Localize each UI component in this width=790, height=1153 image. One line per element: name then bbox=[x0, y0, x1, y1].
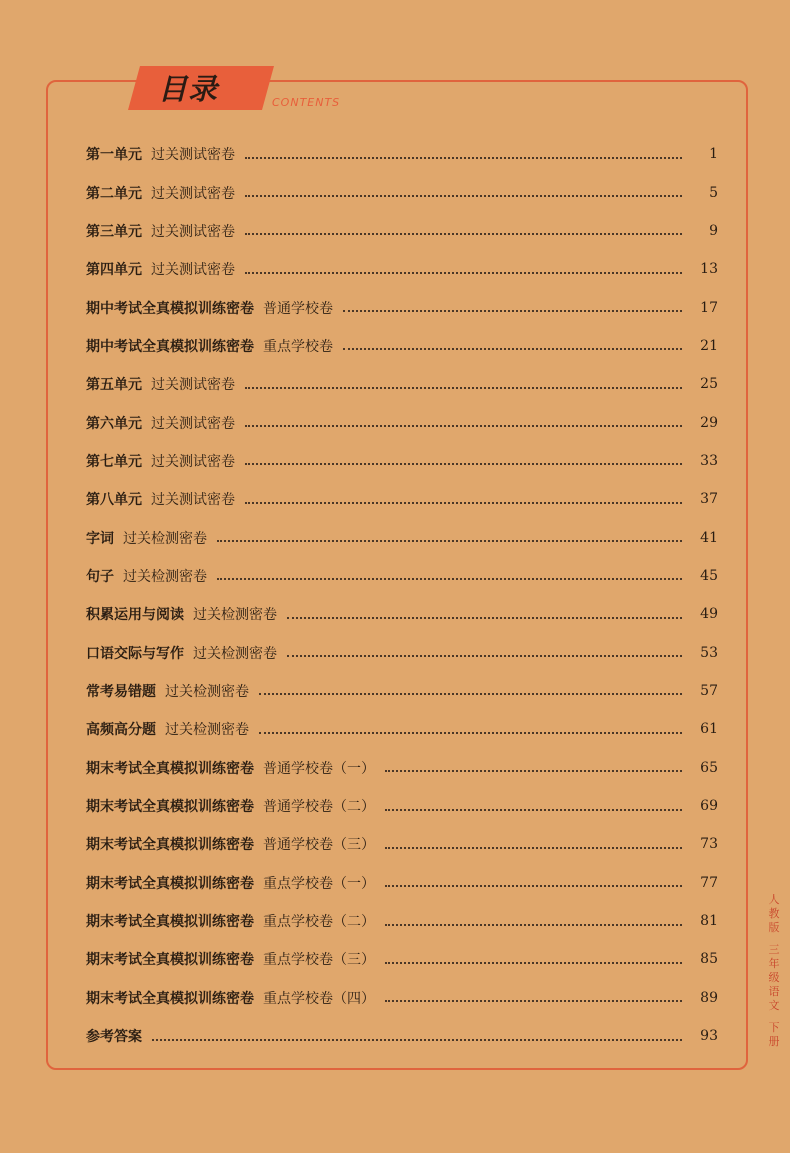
toc-entry-subtitle: 过关测试密卷 bbox=[151, 223, 235, 240]
toc-entry[interactable] bbox=[86, 365, 718, 403]
toc-page-number: 21 bbox=[700, 337, 718, 354]
toc-entry-title: 期末考试全真模拟训练密卷 bbox=[86, 837, 254, 854]
toc-entry-title: 高频高分题 bbox=[86, 722, 156, 739]
dot-leader bbox=[245, 271, 682, 274]
toc-entry-title: 字词 bbox=[86, 530, 114, 547]
toc-page-number: 41 bbox=[700, 529, 718, 546]
toc-entry-title: 第七单元 bbox=[86, 453, 142, 470]
toc-page-number: 81 bbox=[700, 913, 718, 930]
toc-entry-subtitle: 重点学校卷（一） bbox=[263, 875, 375, 892]
toc-page-number: 5 bbox=[709, 184, 718, 201]
toc-entry-title: 期末考试全真模拟训练密卷 bbox=[86, 799, 254, 816]
toc-page-number: 61 bbox=[700, 721, 718, 738]
toc-entry-title: 口语交际与写作 bbox=[86, 645, 184, 662]
toc-entry-title: 期末考试全真模拟训练密卷 bbox=[86, 875, 254, 892]
toc-page-number: 1 bbox=[709, 146, 718, 163]
side-label-volume: 下 册 bbox=[768, 1021, 780, 1048]
dot-leader bbox=[217, 577, 682, 580]
toc-page-number: 33 bbox=[700, 452, 718, 469]
toc-entry-title: 第六单元 bbox=[86, 415, 142, 432]
dot-leader bbox=[245, 194, 682, 197]
toc-entry[interactable] bbox=[86, 825, 718, 863]
toc-entry-subtitle: 过关检测密卷 bbox=[165, 683, 249, 700]
toc-entry[interactable] bbox=[86, 672, 718, 710]
toc-entry[interactable] bbox=[86, 212, 718, 250]
toc-entry-subtitle: 过关测试密卷 bbox=[151, 453, 235, 470]
dot-leader bbox=[259, 692, 682, 695]
toc-entry-subtitle: 重点学校卷 bbox=[263, 338, 333, 355]
side-label-grade: 三 年 级 语 文 bbox=[768, 943, 780, 1012]
toc-entry-subtitle: 过关测试密卷 bbox=[151, 185, 235, 202]
dot-leader bbox=[343, 309, 682, 312]
toc-entry[interactable] bbox=[86, 864, 718, 902]
toc-entry-subtitle: 重点学校卷（三） bbox=[263, 952, 375, 969]
toc-page-number: 89 bbox=[700, 989, 718, 1006]
toc-entry-subtitle: 重点学校卷（四） bbox=[263, 990, 375, 1007]
toc-page-number: 73 bbox=[700, 836, 718, 853]
dot-leader bbox=[385, 999, 682, 1002]
toc-entry-title: 期末考试全真模拟训练密卷 bbox=[86, 914, 254, 931]
toc-page-number: 17 bbox=[700, 299, 718, 316]
toc-entry-subtitle: 过关测试密卷 bbox=[151, 492, 235, 509]
toc-entry-title: 期中考试全真模拟训练密卷 bbox=[86, 300, 254, 317]
dot-leader bbox=[245, 156, 682, 159]
toc-entry-subtitle: 过关检测密卷 bbox=[123, 568, 207, 585]
toc-page-number: 69 bbox=[700, 798, 718, 815]
toc-entry-subtitle: 过关测试密卷 bbox=[151, 377, 235, 394]
toc-entry-subtitle: 过关测试密卷 bbox=[151, 147, 235, 164]
toc-entry[interactable] bbox=[86, 710, 718, 748]
page-subtitle: CONTENTS bbox=[272, 96, 341, 109]
dot-leader bbox=[385, 808, 682, 811]
toc-page-number: 93 bbox=[700, 1028, 718, 1045]
dot-leader bbox=[245, 501, 682, 504]
dot-leader bbox=[385, 923, 682, 926]
toc-page-number: 57 bbox=[700, 682, 718, 699]
toc-page-number: 49 bbox=[700, 606, 718, 623]
toc-entry-title: 参考答案 bbox=[86, 1029, 142, 1046]
toc-entry-title: 第八单元 bbox=[86, 492, 142, 509]
side-label-edition: 人 教 版 bbox=[768, 893, 780, 934]
toc-entry-title: 第五单元 bbox=[86, 377, 142, 394]
toc-entry-title: 常考易错题 bbox=[86, 683, 156, 700]
toc-page-number: 37 bbox=[700, 491, 718, 508]
toc-entry[interactable] bbox=[86, 250, 718, 288]
toc-entry[interactable] bbox=[86, 787, 718, 825]
dot-leader bbox=[152, 1038, 682, 1041]
dot-leader bbox=[385, 769, 682, 772]
toc-entry-title: 第二单元 bbox=[86, 185, 142, 202]
toc-page-number: 29 bbox=[700, 414, 718, 431]
table-of-contents bbox=[86, 135, 718, 1055]
toc-entry-subtitle: 过关检测密卷 bbox=[193, 607, 277, 624]
toc-entry-subtitle: 普通学校卷（二） bbox=[263, 799, 375, 816]
toc-entry-subtitle: 过关测试密卷 bbox=[151, 262, 235, 279]
toc-entry-subtitle: 过关检测密卷 bbox=[165, 722, 249, 739]
dot-leader bbox=[343, 347, 682, 350]
toc-page-number: 85 bbox=[700, 951, 718, 968]
toc-entry[interactable] bbox=[86, 595, 718, 633]
toc-entry[interactable] bbox=[86, 173, 718, 211]
toc-entry-title: 句子 bbox=[86, 568, 114, 585]
dot-leader bbox=[245, 386, 682, 389]
dot-leader bbox=[287, 654, 682, 657]
toc-entry[interactable] bbox=[86, 940, 718, 978]
toc-entry[interactable] bbox=[86, 902, 718, 940]
toc-entry-subtitle: 普通学校卷（三） bbox=[263, 837, 375, 854]
toc-entry[interactable] bbox=[86, 480, 718, 518]
toc-entry[interactable] bbox=[86, 442, 718, 480]
toc-entry-title: 期末考试全真模拟训练密卷 bbox=[86, 990, 254, 1007]
toc-entry[interactable] bbox=[86, 135, 718, 173]
toc-entry[interactable] bbox=[86, 979, 718, 1017]
dot-leader bbox=[259, 731, 682, 734]
toc-page-number: 77 bbox=[700, 874, 718, 891]
toc-entry[interactable] bbox=[86, 633, 718, 671]
toc-entry-subtitle: 普通学校卷 bbox=[263, 300, 333, 317]
toc-entry-title: 第一单元 bbox=[86, 147, 142, 164]
toc-page-number: 65 bbox=[700, 759, 718, 776]
toc-entry-title: 积累运用与阅读 bbox=[86, 607, 184, 624]
dot-leader bbox=[245, 462, 682, 465]
dot-leader bbox=[245, 424, 682, 427]
toc-entry-title: 第四单元 bbox=[86, 262, 142, 279]
dot-leader bbox=[385, 884, 682, 887]
toc-page-number: 13 bbox=[700, 261, 718, 278]
dot-leader bbox=[385, 961, 682, 964]
dot-leader bbox=[287, 616, 682, 619]
dot-leader bbox=[217, 539, 682, 542]
toc-entry[interactable] bbox=[86, 749, 718, 787]
toc-page-number: 53 bbox=[700, 644, 718, 661]
toc-entry[interactable] bbox=[86, 288, 718, 326]
toc-page-number: 45 bbox=[700, 567, 718, 584]
toc-page-number: 9 bbox=[709, 222, 718, 239]
toc-entry-title: 期末考试全真模拟训练密卷 bbox=[86, 952, 254, 969]
toc-entry[interactable] bbox=[86, 1017, 718, 1055]
toc-page-number: 25 bbox=[700, 376, 718, 393]
toc-entry[interactable] bbox=[86, 327, 718, 365]
toc-entry-title: 第三单元 bbox=[86, 223, 142, 240]
toc-entry[interactable] bbox=[86, 518, 718, 556]
dot-leader bbox=[385, 846, 682, 849]
toc-entry-subtitle: 过关检测密卷 bbox=[193, 645, 277, 662]
side-label bbox=[766, 893, 782, 1049]
toc-entry[interactable] bbox=[86, 403, 718, 441]
toc-entry-subtitle: 重点学校卷（二） bbox=[263, 914, 375, 931]
toc-entry-subtitle: 普通学校卷（一） bbox=[263, 760, 375, 777]
dot-leader bbox=[245, 232, 682, 235]
toc-entry-title: 期中考试全真模拟训练密卷 bbox=[86, 338, 254, 355]
toc-entry-title: 期末考试全真模拟训练密卷 bbox=[86, 760, 254, 777]
toc-entry-subtitle: 过关测试密卷 bbox=[151, 415, 235, 432]
toc-entry[interactable] bbox=[86, 557, 718, 595]
toc-entry-subtitle: 过关检测密卷 bbox=[123, 530, 207, 547]
page-title: 目录 bbox=[158, 72, 219, 106]
